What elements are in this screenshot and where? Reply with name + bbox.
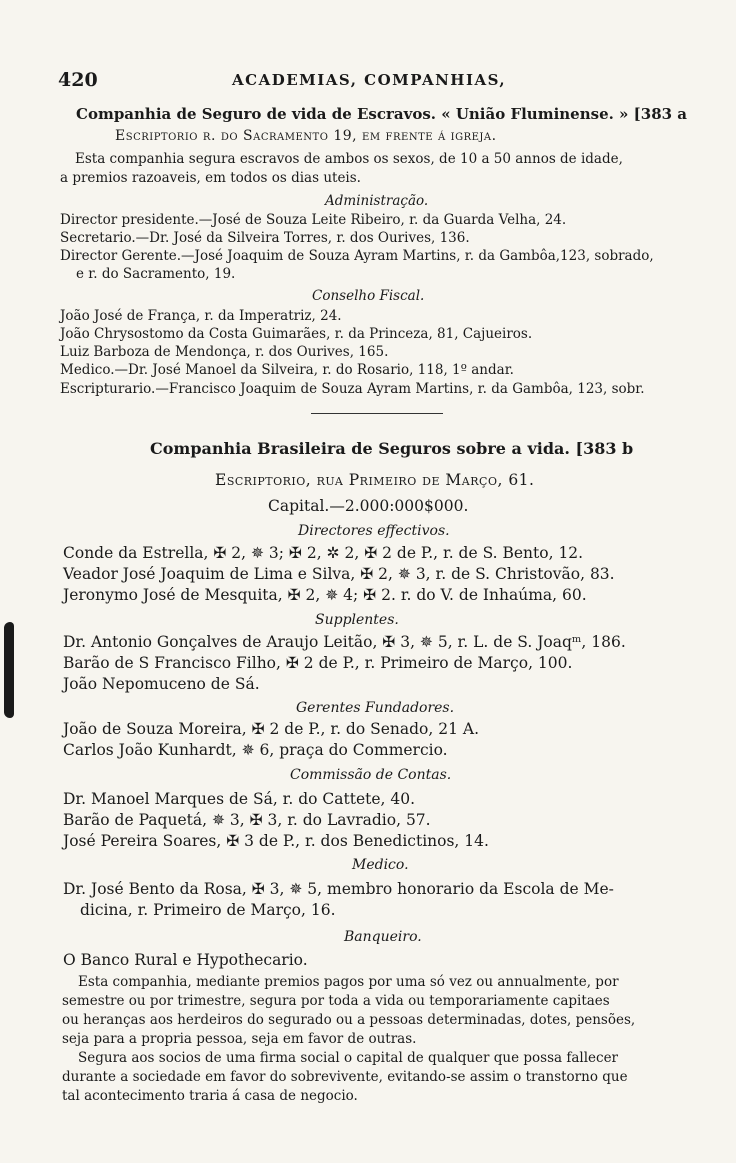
medico-heading: Medico. [352, 857, 409, 873]
capital-line: Capital.—2.000:000$000. [268, 497, 469, 515]
medico-entry: Medico.—Dr. José Manoel da Silveira, r. do Rosario, 118, 1º andar. [60, 362, 514, 378]
paragraph-line: semestre ou por trimestre, segura por toda a vida ou temporariamente capitaes [62, 993, 610, 1009]
fiscal-entry: Luiz Barboza de Mendonça, r. dos Ourives, 165. [60, 344, 389, 360]
office-address: Escriptorio, rua Primeiro de Março, 61. [215, 471, 535, 489]
paragraph-line: Segura aos socios de uma firma social o capital de qualquer que possa fallecer [78, 1050, 619, 1066]
director-entry: Jeronymo José de Mesquita, ✠ 2, ✵ 4; ✠ 2. r. do V. de Inhaúma, 60. [63, 586, 587, 604]
running-title: ACADEMIAS, COMPANHIAS, [232, 71, 507, 89]
paragraph-line: durante a sociedade em favor do sobrevivente, evitando-se assim o transtorno que [62, 1069, 628, 1085]
banqueiro-heading: Banqueiro. [344, 929, 422, 945]
description-line: Esta companhia segura escravos de ambos os sexos, de 10 a 50 annos de idade, [75, 151, 623, 167]
company-title-brasileira: Companhia Brasileira de Seguros sobre a vida. [383 b [150, 439, 634, 458]
gerente-entry: João de Souza Moreira, ✠ 2 de P., r. do Senado, 21 A. [63, 720, 480, 738]
office-address: Escriptorio r. do Sacramento 19, em frente á igreja. [115, 128, 497, 144]
paragraph-line: Esta companhia, mediante premios pagos por uma só vez ou annualmente, por [78, 974, 619, 990]
gerente-entry: Carlos João Kunhardt, ✵ 6, praça do Commercio. [63, 741, 448, 759]
contas-heading: Commissão de Contas. [290, 767, 452, 783]
contas-entry: Dr. Manoel Marques de Sá, r. do Cattete, 40. [63, 790, 416, 808]
admin-entry: Director presidente.—José de Souza Leite Ribeiro, r. da Guarda Velha, 24. [60, 212, 567, 228]
supplente-entry: João Nepomuceno de Sá. [63, 675, 260, 693]
director-entry: Conde da Estrella, ✠ 2, ✵ 3; ✠ 2, ✲ 2, ✠ 2 de P., r. de S. Bento, 12. [63, 544, 584, 562]
gerentes-heading: Gerentes Fundadores. [296, 700, 455, 716]
description-line: a premios razoaveis, em todos os dias uteis. [60, 170, 361, 186]
contas-entry: José Pereira Soares, ✠ 3 de P., r. dos Benedictinos, 14. [63, 832, 489, 850]
director-entry: Veador José Joaquim de Lima e Silva, ✠ 2, ✵ 3, r. de S. Christovão, 83. [63, 565, 615, 583]
banqueiro-entry: O Banco Rural e Hypothecario. [63, 951, 308, 969]
fiscal-entry: João Chrysostomo da Costa Guimarães, r. da Princeza, 81, Cajueiros. [60, 326, 533, 342]
admin-entry: Director Gerente.—José Joaquim de Souza Ayram Martins, r. da Gambôa,123, sobrado, [60, 248, 654, 264]
directors-heading: Directores effectivos. [298, 523, 450, 539]
escripturario-entry: Escripturario.—Francisco Joaquim de Souza Ayram Martins, r. da Gambôa, 123, sobr. [60, 381, 645, 397]
section-divider [311, 413, 443, 414]
fiscal-entry: João José de França, r. da Imperatriz, 24. [60, 308, 342, 324]
admin-entry: e r. do Sacramento, 19. [76, 266, 236, 282]
paragraph-line: seja para a propria pessoa, seja em favor de outras. [62, 1031, 417, 1047]
contas-entry: Barão de Paquetá, ✵ 3, ✠ 3, r. do Lavradio, 57. [63, 811, 431, 829]
fiscal-council-heading: Conselho Fiscal. [312, 288, 425, 304]
admin-entry: Secretario.—Dr. José da Silveira Torres, r. dos Ourives, 136. [60, 230, 470, 246]
margin-ink-mark [4, 622, 14, 718]
supplente-entry: Barão de S Francisco Filho, ✠ 2 de P., r. Primeiro de Março, 100. [63, 654, 573, 672]
page-number: 420 [58, 69, 98, 91]
company-title-uniao-fluminense: Companhia de Seguro de vida de Escravos. « União Fluminense. » [383 a [76, 105, 688, 123]
administration-heading: Administração. [325, 193, 429, 209]
supplente-entry: Dr. Antonio Gonçalves de Araujo Leitão, ✠ 3, ✵ 5, r. L. de S. Joaqᵐ, 186. [63, 633, 626, 651]
medico-entry: dicina, r. Primeiro de Março, 16. [80, 901, 336, 919]
supplentes-heading: Supplentes. [315, 612, 399, 628]
paragraph-line: ou heranças aos herdeiros do segurado ou a pessoas determinadas, dotes, pensões, [62, 1012, 636, 1028]
medico-entry: Dr. José Bento da Rosa, ✠ 3, ✵ 5, membro honorario da Escola de Me- [63, 880, 614, 898]
paragraph-line: tal acontecimento traria á casa de negocio. [62, 1088, 358, 1104]
